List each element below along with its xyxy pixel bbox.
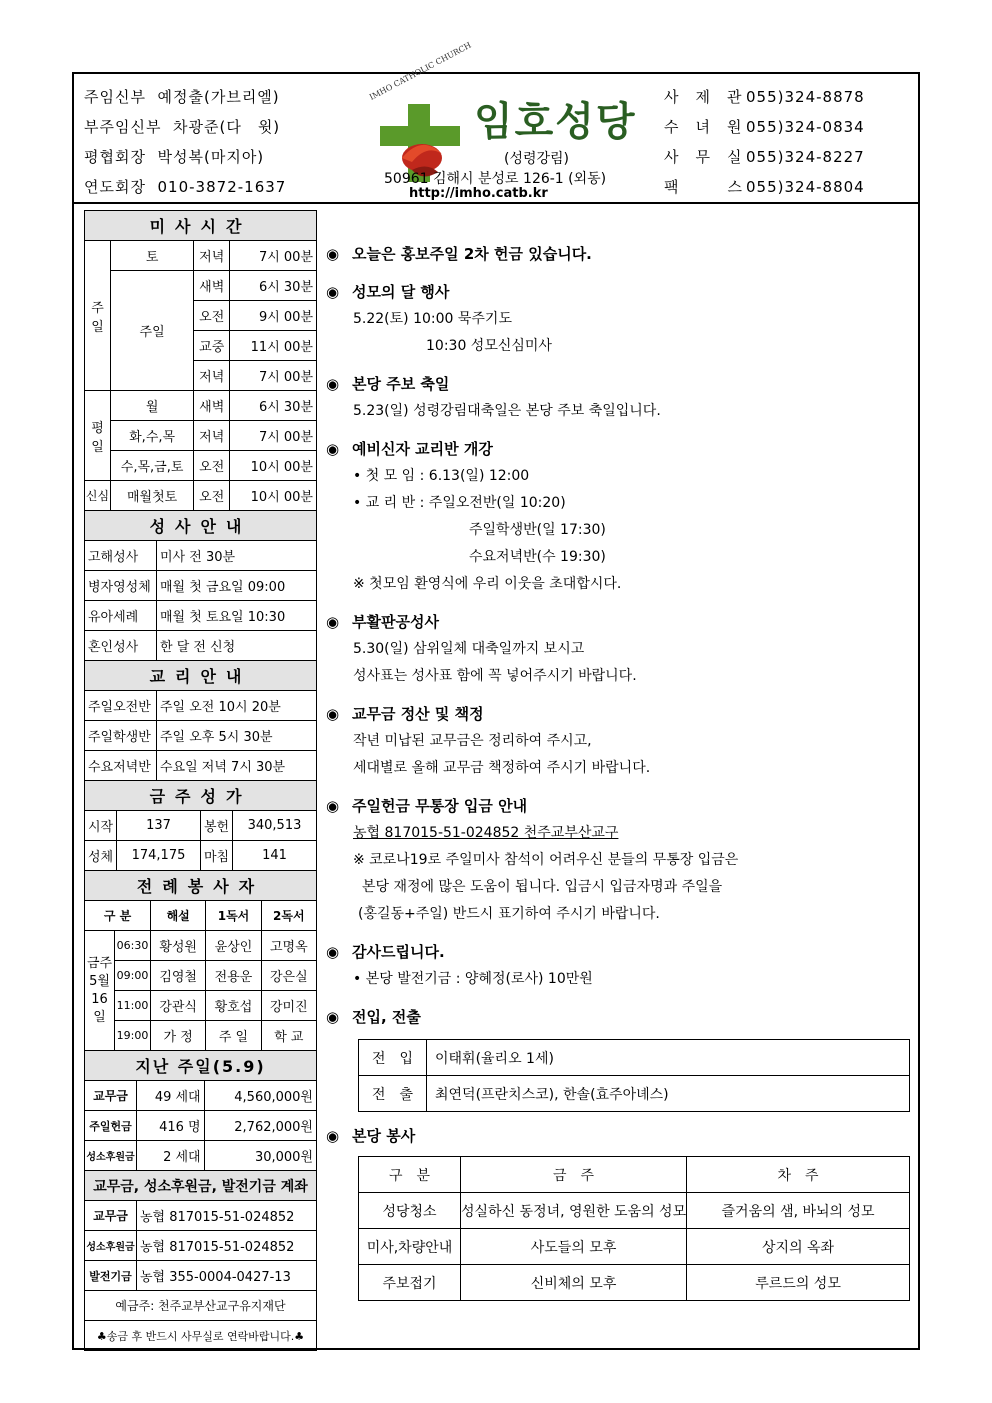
weekday-day-3: 수,목,금,토 <box>111 451 194 481</box>
service-this-week: 사도들의 모후 <box>461 1229 687 1265</box>
sun-time-1: 6시 30분 <box>230 271 317 301</box>
account-key: 교무금 <box>85 1201 137 1231</box>
notice-line: 수요저녁반(수 19:30) <box>469 549 606 565</box>
sidebar <box>84 210 317 1351</box>
servers-col: 2독서 <box>261 901 316 931</box>
hymn-key: 시작 <box>85 811 117 841</box>
notice-patron-feast <box>326 370 916 425</box>
sun-slot-3: 교중 <box>194 331 230 361</box>
servers-title: 전례봉사자 <box>85 871 317 901</box>
account-key: 성소후원금 <box>85 1231 137 1261</box>
sunday-group-label: 주일 <box>85 241 111 391</box>
notice-line: 5.23(일) 성령강림대축일은 본당 주보 축일입니다. <box>353 403 661 419</box>
notice-second-collection <box>326 240 916 268</box>
sacrament-table <box>84 510 317 661</box>
sun-time-3: 11시 00분 <box>230 331 317 361</box>
notice-title: 성모의 달 행사 <box>352 283 450 301</box>
special-time: 10시 00분 <box>230 481 317 511</box>
sun-day: 주일 <box>111 271 194 391</box>
transfer-value: 이태휘(율리오 1세) <box>427 1040 910 1076</box>
servers-col: 해설 <box>151 901 206 931</box>
weekday-slot-1: 새벽 <box>194 391 230 421</box>
notice-title: 본당 봉사 <box>352 1127 416 1145</box>
service-col: 구 분 <box>359 1157 461 1193</box>
transfer-key: 전 출 <box>359 1076 427 1112</box>
rectory-phone: 055)324-8878 <box>746 88 865 106</box>
notice-line: 10:30 성모신심미사 <box>426 338 552 354</box>
bulletin-header <box>74 40 918 204</box>
hymn-key: 성체 <box>85 841 117 871</box>
bullet-icon: ◉ <box>326 705 340 723</box>
transfer-value: 최연덕(프란치스코), 한솔(효주아녜스) <box>427 1076 910 1112</box>
server-name: 강미진 <box>261 991 316 1021</box>
last-week-amount: 30,000원 <box>204 1141 316 1171</box>
server-time: 11:00 <box>115 991 151 1021</box>
notice-title: 본당 주보 축일 <box>352 375 450 393</box>
bank-account-line: 농협 817015-51-024852 천주교부산교구 <box>353 825 619 841</box>
last-week-count: 49 세대 <box>137 1081 205 1111</box>
account-number: 농협 817015-51-024852 <box>137 1201 317 1231</box>
servers-group: 금주 5월 16일 <box>85 931 115 1051</box>
weekday-day-2: 화,수,목 <box>111 421 194 451</box>
last-week-title: 지난 주일(5.9) <box>85 1051 317 1081</box>
bullet-icon: ◉ <box>326 283 340 301</box>
service-this-week: 신비체의 모후 <box>461 1265 687 1301</box>
notice-line: 본당 재정에 많은 도움이 됩니다. 입금시 입금자명과 주일을 <box>362 879 723 895</box>
service-next-week: 즐거움의 샘, 바뇌의 성모 <box>687 1193 910 1229</box>
sacrament-value: 매월 첫 금요일 09:00 <box>157 571 317 601</box>
notice-title: 감사드립니다. <box>352 943 445 961</box>
sun-slot-4: 저녁 <box>194 361 230 391</box>
last-week-table <box>84 1050 317 1171</box>
last-week-key: 주일헌금 <box>85 1111 137 1141</box>
prayer-head-label: 연도회장 <box>84 178 146 196</box>
notice-line: 세대별로 올해 교무금 책정하여 주시기 바랍니다. <box>353 760 651 776</box>
priest-value: 예정출(가브리엘) <box>157 88 280 106</box>
servers-table <box>84 870 317 1051</box>
catechism-title: 교리안내 <box>85 661 317 691</box>
bullet-icon: ◉ <box>326 1127 340 1145</box>
notice-title: 오늘은 홍보주일 2차 헌금 있습니다. <box>352 245 592 263</box>
notice-line: (홍길동+주일) 반드시 표기하여 주시기 바랍니다. <box>358 906 660 922</box>
server-time: 09:00 <box>115 961 151 991</box>
header-right-contacts <box>664 82 914 202</box>
fax-label: 팩 스 <box>664 178 743 196</box>
sun-time-4: 7시 00분 <box>230 361 317 391</box>
rectory-label: 사 제 관 <box>664 88 743 106</box>
hymn-value: 137 <box>117 811 201 841</box>
hymn-value: 174,175 <box>117 841 201 871</box>
weekday-day-1: 월 <box>111 391 194 421</box>
server-name: 윤상인 <box>206 931 261 961</box>
catechism-table <box>84 660 317 781</box>
catechism-value: 수요일 저녁 7시 30분 <box>157 751 317 781</box>
accounts-title: 교무금, 성소후원금, 발전기금 계좌 <box>85 1171 317 1201</box>
bullet-icon: ◉ <box>326 1008 340 1026</box>
weekday-slot-2: 저녁 <box>194 421 230 451</box>
priest-label: 주임신부 <box>84 88 146 106</box>
last-week-key: 교무금 <box>85 1081 137 1111</box>
service-key: 성당청소 <box>359 1193 461 1229</box>
office-label: 사 무 실 <box>664 148 743 166</box>
notice-bank-transfer <box>326 792 916 928</box>
notice-title: 주일헌금 무통장 입금 안내 <box>352 797 528 815</box>
service-key: 주보접기 <box>359 1265 461 1301</box>
notice-line: • 교 리 반 : 주일오전반(일 10:20) <box>353 495 566 511</box>
account-number: 농협 355-0004-0427-13 <box>137 1261 317 1291</box>
bullet-icon: ◉ <box>326 245 340 263</box>
council-head-value: 박성복(마지아) <box>157 148 265 166</box>
prayer-head-value: 010-3872-1637 <box>157 178 287 196</box>
account-key: 발전기금 <box>85 1261 137 1291</box>
weekday-slot-3: 오전 <box>194 451 230 481</box>
church-address: 50961 김해시 분성로 126-1 (외동) <box>384 171 607 187</box>
service-col: 차 주 <box>687 1157 910 1193</box>
hymns-table <box>84 780 317 871</box>
notice-line: 작년 미납된 교무금은 정리하여 주시고, <box>353 733 592 749</box>
notice-title: 부활판공성사 <box>352 613 439 631</box>
notice-thanks <box>326 938 916 993</box>
special-day: 매월첫토 <box>111 481 194 511</box>
assistant-priest-label: 부주임신부 <box>84 118 162 136</box>
transfer-key: 전 입 <box>359 1040 427 1076</box>
sacrament-key: 고해성사 <box>85 541 157 571</box>
server-name: 강은실 <box>261 961 316 991</box>
sun-slot-1: 새벽 <box>194 271 230 301</box>
notice-easter-confession <box>326 608 916 690</box>
sacrament-key: 유아세례 <box>85 601 157 631</box>
bullet-icon: ◉ <box>326 440 340 458</box>
sacrament-value: 미사 전 30분 <box>157 541 317 571</box>
last-week-amount: 4,560,000원 <box>204 1081 316 1111</box>
last-week-count: 416 명 <box>137 1111 205 1141</box>
last-week-key: 성소후원금 <box>85 1141 137 1171</box>
catechism-key: 주일학생반 <box>85 721 157 751</box>
special-group-label: 신심 <box>85 481 111 511</box>
mass-schedule-title: 미사시간 <box>85 211 317 241</box>
notice-line: ※ 코로나19로 주일미사 참석이 어려우신 분들의 무통장 입금은 <box>353 852 739 868</box>
notice-line: • 본당 발전기금 : 양혜정(로사) 10만원 <box>353 971 593 987</box>
bulletin-frame <box>72 40 920 1350</box>
notice-title: 교무금 정산 및 책정 <box>352 705 484 723</box>
bullet-icon: ◉ <box>326 613 340 631</box>
notice-transfers <box>326 1003 916 1112</box>
sun-time-2: 9시 00분 <box>230 301 317 331</box>
fax-number: 055)324-8804 <box>746 178 865 196</box>
sun-slot-2: 오전 <box>194 301 230 331</box>
notice-title: 예비신자 교리반 개강 <box>352 440 493 458</box>
hymns-title: 금주성가 <box>85 781 317 811</box>
notice-line: ※ 첫모임 환영식에 우리 이웃을 초대합시다. <box>353 576 622 592</box>
hymn-key: 봉헌 <box>201 811 233 841</box>
account-number: 농협 817015-51-024852 <box>137 1231 317 1261</box>
sacrament-value: 매월 첫 토요일 10:30 <box>157 601 317 631</box>
server-name: 학 교 <box>261 1021 316 1051</box>
weekday-group-label: 평일 <box>85 391 111 481</box>
sacrament-key: 병자영성체 <box>85 571 157 601</box>
sat-time: 7시 00분 <box>230 241 317 271</box>
logo-english-text: IMHO CATHOLIC CHURCH <box>368 40 473 102</box>
hymn-value: 340,513 <box>233 811 317 841</box>
notice-line: 5.22(토) 10:00 묵주기도 <box>353 311 512 327</box>
service-col: 금 주 <box>461 1157 687 1193</box>
sacrament-title: 성사안내 <box>85 511 317 541</box>
server-name: 황호섭 <box>206 991 261 1021</box>
service-key: 미사,차량안내 <box>359 1229 461 1265</box>
server-time: 19:00 <box>115 1021 151 1051</box>
convent-label: 수 녀 원 <box>664 118 743 136</box>
server-time: 06:30 <box>115 931 151 961</box>
church-url-link[interactable]: http://imho.catb.kr <box>409 186 548 201</box>
hymn-key: 마침 <box>201 841 233 871</box>
notice-line: 성사표는 성사표 함에 꼭 넣어주시기 바랍니다. <box>353 668 637 684</box>
notices-column <box>326 240 916 1311</box>
bullet-icon: ◉ <box>326 797 340 815</box>
convent-phone: 055)324-0834 <box>746 118 865 136</box>
notice-parish-service <box>326 1122 916 1301</box>
notice-line: 5.30(일) 삼위일체 대축일까지 보시고 <box>353 641 585 657</box>
sacrament-value: 한 달 전 신청 <box>157 631 317 661</box>
catechism-value: 주일 오후 5시 30분 <box>157 721 317 751</box>
servers-col: 1독서 <box>206 901 261 931</box>
council-head-label: 평협회장 <box>84 148 146 166</box>
bullet-icon: ◉ <box>326 375 340 393</box>
church-name: 임호성당 <box>474 99 637 145</box>
service-this-week: 성실하신 동정녀, 영원한 도움의 성모 <box>461 1193 687 1229</box>
account-note: ♣송금 후 반드시 사무실로 연락바랍니다.♣ <box>85 1321 317 1351</box>
server-name: 전용운 <box>206 961 261 991</box>
weekday-time-3: 10시 00분 <box>230 451 317 481</box>
last-week-amount: 2,762,000원 <box>204 1111 316 1141</box>
office-phone: 055)324-8227 <box>746 148 865 166</box>
server-name: 황성원 <box>151 931 206 961</box>
notice-catechumen-class <box>326 435 916 598</box>
notice-dues <box>326 700 916 782</box>
notice-line: • 첫 모 임 : 6.13(일) 12:00 <box>353 468 530 484</box>
server-name: 김영철 <box>151 961 206 991</box>
server-name: 고명옥 <box>261 931 316 961</box>
sat-slot: 저녁 <box>194 241 230 271</box>
notice-marian-month <box>326 278 916 360</box>
service-table <box>358 1156 910 1301</box>
catechism-value: 주일 오전 10시 20분 <box>157 691 317 721</box>
assistant-priest-value: 차광준(다 윗) <box>173 118 281 136</box>
server-name: 주 일 <box>206 1021 261 1051</box>
notice-line: 주일학생반(일 17:30) <box>469 522 606 538</box>
transfer-table <box>358 1039 910 1112</box>
service-next-week: 루르드의 성모 <box>687 1265 910 1301</box>
notice-title: 전입, 전출 <box>352 1008 421 1026</box>
last-week-count: 2 세대 <box>137 1141 205 1171</box>
sacrament-key: 혼인성사 <box>85 631 157 661</box>
account-holder: 예금주: 천주교부산교구유지재단 <box>85 1291 317 1321</box>
church-subtitle: (성령강림) <box>504 151 570 167</box>
sat-day: 토 <box>111 241 194 271</box>
server-name: 가 정 <box>151 1021 206 1051</box>
accounts-table <box>84 1170 317 1351</box>
special-slot: 오전 <box>194 481 230 511</box>
catechism-key: 주일오전반 <box>85 691 157 721</box>
weekday-time-2: 7시 00분 <box>230 421 317 451</box>
header-left-info <box>84 82 354 202</box>
weekday-time-1: 6시 30분 <box>230 391 317 421</box>
servers-col: 구 분 <box>85 901 151 931</box>
bullet-icon: ◉ <box>326 943 340 961</box>
mass-schedule-table <box>84 210 317 511</box>
catechism-key: 수요저녁반 <box>85 751 157 781</box>
church-logo <box>364 40 654 202</box>
hymn-value: 141 <box>233 841 317 871</box>
service-next-week: 상지의 옥좌 <box>687 1229 910 1265</box>
server-name: 강관식 <box>151 991 206 1021</box>
